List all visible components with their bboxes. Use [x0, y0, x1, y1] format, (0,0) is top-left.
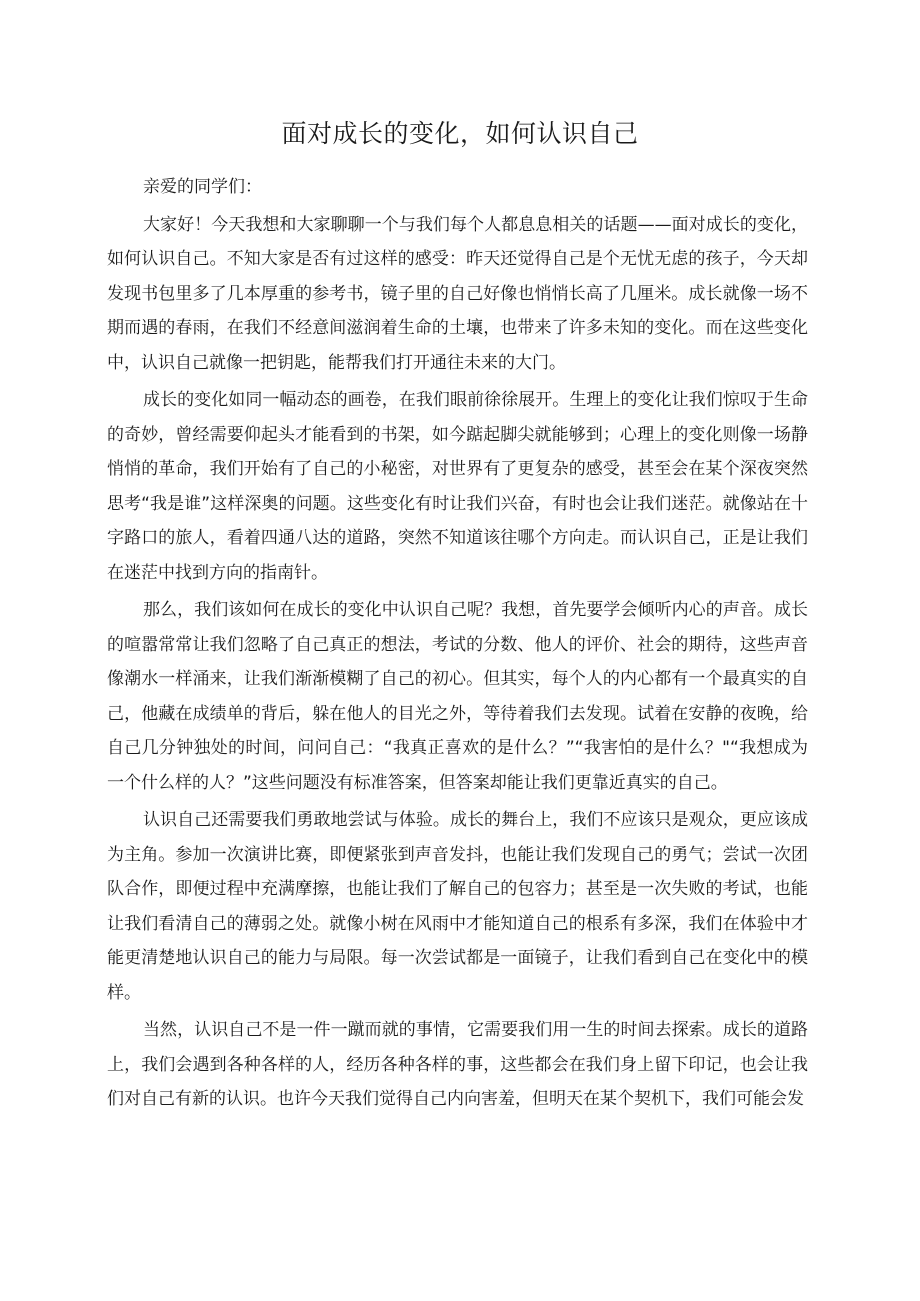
- document-body: [107, 170, 808, 1117]
- paragraph-3: 那么，我们该如何在成长的变化中认识自己呢？我想，首先要学会倾听内心的声音。成长的喧嚣常常让我们忽略了自己真正的想法，考试的分数、他人的评价、社会的期待，这些声音像潮水一样涌来，让我们渐渐模糊了自己的初心。但其实，每个人的内心都有一个最真实的自己，他藏在成绩单的背后，躲在他人的目光之外，等待着我们去发现。试着在安静的夜晚，给自己几分钟独处的时间，问问自己：“我真正喜欢的是什么？”“我害怕的是什么？"“我想成为一个什么样的人？”这些问题没有标准答案，但答案却能让我们更靠近真实的自己。: [107, 600, 808, 793]
- page-title: 面对成长的变化，如何认识自己: [281, 119, 639, 148]
- paragraph-5: 当然，认识自己不是一件一蹴而就的事情，它需要我们用一生的时间去探索。成长的道路上，我们会遇到各种各样的人，经历各种各样的事，这些都会在我们身上留下印记，也会让我们对自己有新的认识。也许今天我们觉得自己内向害羞，但明天在某个契机下，我们可能会发: [107, 1020, 808, 1109]
- paragraph-4: 认识自己还需要我们勇敢地尝试与体验。成长的舞台上，我们不应该只是观众，更应该成为主角。参加一次演讲比赛，即便紧张到声音发抖，也能让我们发现自己的勇气；尝试一次团队合作，即便过程中充满摩擦，也能让我们了解自己的包容力；甚至是一次失败的考试，也能让我们看清自己的薄弱之处。就像小树在风雨中才能知道自己的根系有多深，我们在体验中才能更清楚地认识自己的能力与局限。每一次尝试都是一面镜子，让我们看到自己在变化中的模样。: [107, 810, 808, 1003]
- salutation: 亲爱的同学们：: [143, 177, 262, 197]
- paragraph-2: 成长的变化如同一幅动态的画卷，在我们眼前徐徐展开。生理上的变化让我们惊叹于生命的奇妙，曾经需要仰起头才能看到的书架，如今踮起脚尖就能够到；心理上的变化则像一场静悄悄的革命，我们开始有了自己的小秘密，对世界有了更复杂的感受，甚至会在某个深夜突然思考“我是谁”这样深奥的问题。这些变化有时让我们兴奋，有时也会让我们迷茫。就像站在十字路口的旅人，看着四通八达的道路，突然不知道该往哪个方向走。而认识自己，正是让我们在迷茫中找到方向的指南针。: [107, 390, 808, 583]
- paragraph-1: 大家好！今天我想和大家聊聊一个与我们每个人都息息相关的话题——面对成长的变化，如何认识自己。不知大家是否有过这样的感受：昨天还觉得自己是个无忧无虑的孩子，今天却发现书包里多了几本厚重的参考书，镜子里的自己好像也悄悄长高了几厘米。成长就像一场不期而遇的春雨，在我们不经意间滋润着生命的土壤，也带来了许多未知的变化。而在这些变化中，认识自己就像一把钥匙，能帮我们打开通往未来的大门。: [107, 214, 808, 373]
